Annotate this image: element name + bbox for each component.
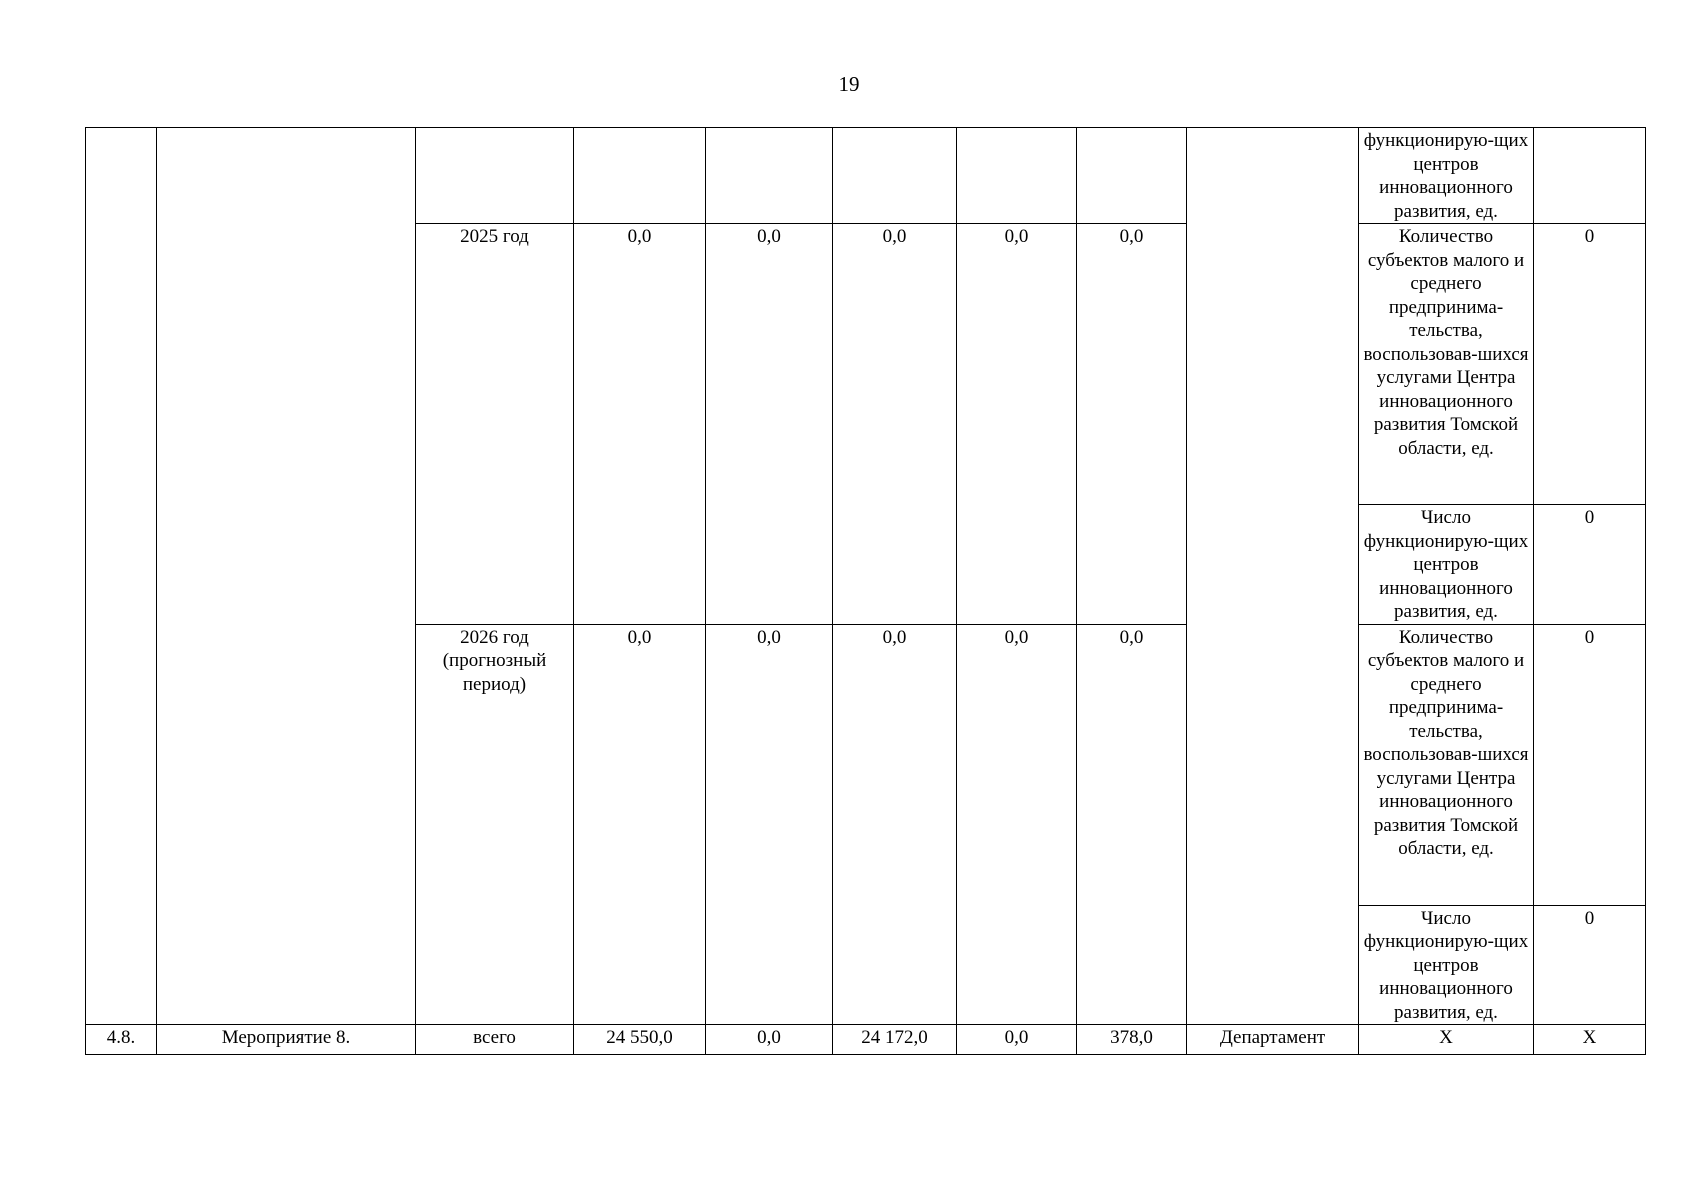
executor-cell: [1187, 128, 1359, 1025]
value-cell: 0,0: [706, 624, 833, 1025]
indicator-value-cell: [1534, 128, 1646, 224]
indicator-value-cell: 0: [1534, 905, 1646, 1025]
period-cell: [416, 128, 574, 224]
indicator-cell: Количество субъектов малого и среднего предпринима-тельства, воспользовав-шихся услугами Центра инновационного развития Томской области, ед.: [1359, 224, 1534, 505]
indicator-value-cell: 0: [1534, 624, 1646, 905]
indicator-value-cell: 0: [1534, 224, 1646, 505]
value-cell: [574, 128, 706, 224]
number-cell: [86, 128, 157, 1025]
page-number: 19: [838, 72, 860, 96]
executor-cell: Департамент: [1187, 1025, 1359, 1055]
value-cell: 0,0: [957, 1025, 1077, 1055]
value-cell: 24 550,0: [574, 1025, 706, 1055]
indicator-cell: Количество субъектов малого и среднего предпринима-тельства, воспользовав-шихся услугами Центра инновационного развития Томской области, ед.: [1359, 624, 1534, 905]
value-cell: [957, 128, 1077, 224]
indicator-cell: Число функционирую-щих центров инновационного развития, ед.: [1359, 505, 1534, 625]
value-cell: 0,0: [706, 1025, 833, 1055]
value-cell: [706, 128, 833, 224]
budget-table: [85, 127, 1646, 1055]
indicator-cell: Число функционирую-щих центров инновационного развития, ед.: [1359, 905, 1534, 1025]
value-cell: 0,0: [957, 224, 1077, 625]
value-cell: 0,0: [833, 624, 957, 1025]
table-row: [86, 128, 1646, 224]
value-cell: 378,0: [1077, 1025, 1187, 1055]
number-cell: 4.8.: [86, 1025, 157, 1055]
indicator-cell: X: [1359, 1025, 1534, 1055]
value-cell: 0,0: [1077, 624, 1187, 1025]
value-cell: 0,0: [706, 224, 833, 625]
value-cell: 24 172,0: [833, 1025, 957, 1055]
value-cell: 0,0: [1077, 224, 1187, 625]
value-cell: 0,0: [574, 224, 706, 625]
value-cell: [1077, 128, 1187, 224]
indicator-cell: функционирую-щих центров инновационного развития, ед.: [1359, 128, 1534, 224]
indicator-value-cell: X: [1534, 1025, 1646, 1055]
value-cell: 0,0: [833, 224, 957, 625]
table-row: [86, 1025, 1646, 1055]
indicator-value-cell: 0: [1534, 505, 1646, 625]
value-cell: 0,0: [574, 624, 706, 1025]
name-cell: Мероприятие 8.: [157, 1025, 416, 1055]
name-cell: [157, 128, 416, 1025]
value-cell: [833, 128, 957, 224]
period-cell: всего: [416, 1025, 574, 1055]
period-cell: 2026 год (прогнозный период): [416, 624, 574, 1025]
value-cell: 0,0: [957, 624, 1077, 1025]
period-cell: 2025 год: [416, 224, 574, 625]
